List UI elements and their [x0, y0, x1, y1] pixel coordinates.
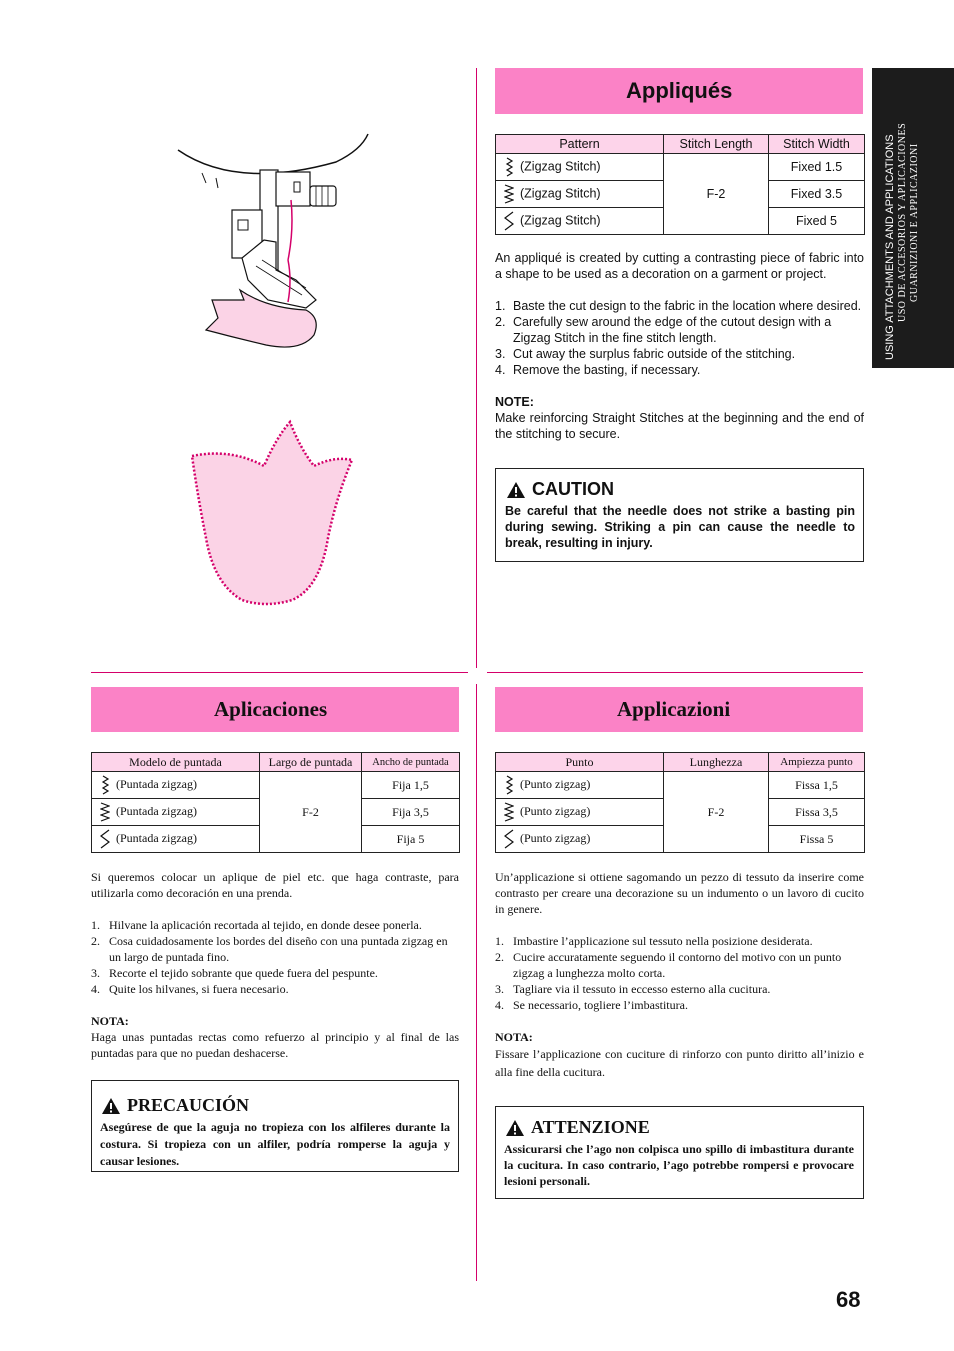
stitch-width-value: Fija 3,5: [362, 799, 460, 826]
note-text: Fissare l’applicazione con cuciture di rinforzo con punto diritto all’inizio e alla fine della cucitura.: [495, 1047, 864, 1079]
col-header-pattern: Punto: [496, 753, 664, 772]
intro-paragraph: An appliqué is created by cutting a contrasting piece of fabric into a shape to be used as a decoration on a garment or project.: [495, 251, 864, 281]
caution-title: ATTENZIONE: [531, 1117, 650, 1137]
col-header-length: Stitch Length: [664, 135, 769, 154]
list-item: 2. Cucire accuratamente seguendo il contorno del motivo con un punto zigzag a lunghezza molto corta.: [495, 950, 842, 980]
col-header-width: Ampiezza punto: [769, 753, 865, 772]
note-label: NOTA:: [495, 1030, 533, 1044]
stitch-length-value: F-2: [664, 772, 769, 853]
table-header-row: [496, 753, 865, 772]
side-tab-line-1: USING ATTACHMENTS AND APPLICATIONS: [884, 134, 896, 360]
col-header-width: Stitch Width: [769, 135, 865, 154]
warning-icon: [101, 1097, 121, 1115]
presser-foot-illustration: [176, 130, 376, 355]
tulip-applique-illustration: [186, 418, 358, 610]
column-divider-bottom: [476, 684, 477, 1281]
steps-list: [495, 933, 864, 1013]
pattern-name: (Punto zigzag): [520, 803, 591, 818]
title-es: Aplicaciones: [214, 697, 328, 721]
side-tab-line-2: USO DE ACCESORIOS Y APLICACIONES: [897, 122, 908, 322]
zigzag-stitch-icon: [504, 802, 514, 822]
col-header-length: Lunghezza: [664, 753, 769, 772]
col-header-width: Ancho de puntada: [362, 753, 460, 772]
title-banner-en: [495, 68, 863, 114]
list-item: 4. Remove the basting, if necessary.: [495, 363, 701, 377]
zigzag-stitch-icon: [100, 802, 110, 822]
body-text-es: [91, 869, 459, 1061]
stitch-width-value: Fissa 5: [769, 826, 865, 853]
list-item: 1. Hilvane la aplicación recortada al tejido, en donde desee ponerla.: [91, 918, 422, 932]
col-header-pattern: Pattern: [496, 135, 664, 154]
pattern-name: (Puntada zigzag): [116, 830, 197, 845]
caution-title: CAUTION: [532, 479, 614, 499]
table-header-row: [92, 753, 460, 772]
note-text: Make reinforcing Straight Stitches at the beginning and the end of the stitching to secure.: [495, 411, 864, 441]
caution-text: Be careful that the needle does not strike a basting pin during sewing. Striking a pin can cause the needle to break, resulting in injury.: [505, 504, 855, 550]
zigzag-stitch-icon: [100, 829, 110, 849]
section-rule-left: [91, 672, 468, 673]
table-row: [496, 154, 865, 181]
chapter-side-tab: [872, 68, 954, 368]
pattern-name: (Punto zigzag): [520, 830, 591, 845]
zigzag-stitch-icon: [504, 775, 514, 795]
pattern-name: (Zigzag Stitch): [520, 159, 601, 174]
zigzag-stitch-icon: [504, 829, 514, 849]
caution-box-en: [495, 468, 864, 562]
body-text-it: [495, 869, 864, 1081]
stitch-width-value: Fija 5: [362, 826, 460, 853]
list-item: 4. Se necessario, togliere l’imbastitura.: [495, 998, 688, 1012]
stitch-width-value: Fixed 3.5: [769, 181, 865, 208]
zigzag-stitch-icon: [504, 211, 514, 231]
list-item: 3. Tagliare via il tessuto in eccesso esterno alla cucitura.: [495, 982, 771, 996]
zigzag-stitch-icon: [504, 184, 514, 204]
note-text: Haga unas puntadas rectas como refuerzo al principio y al final de las puntadas para que no puedan deshacerse.: [91, 1030, 459, 1060]
stitch-table-en: [495, 134, 865, 235]
column-divider-top: [476, 68, 477, 668]
pattern-name: (Puntada zigzag): [116, 776, 197, 791]
list-item: 3. Cut away the surplus fabric outside of the stitching.: [495, 347, 796, 361]
side-tab-line-3: GUARNIZIONI E APPLICAZIONI: [909, 143, 920, 302]
stitch-table-es: [91, 752, 460, 853]
caution-box-it: [495, 1106, 864, 1199]
pattern-name: (Zigzag Stitch): [520, 213, 601, 228]
zigzag-stitch-icon: [504, 157, 514, 177]
pattern-name: (Zigzag Stitch): [520, 186, 601, 201]
stitch-width-value: Fissa 1,5: [769, 772, 865, 799]
caution-text: Asegúrese de que la aguja no tropieza con los alfileres durante la costura. Si tropieza con un alfiler, podría romperse la aguja y causar lesiones.: [100, 1120, 450, 1168]
note-label: NOTA:: [91, 1014, 129, 1028]
pattern-name: (Punto zigzag): [520, 776, 591, 791]
title-it: Applicazioni: [617, 697, 731, 721]
steps-list: [495, 298, 864, 378]
col-header-length: Largo de puntada: [260, 753, 362, 772]
stitch-width-value: Fixed 1.5: [769, 154, 865, 181]
stitch-width-value: Fixed 5: [769, 208, 865, 235]
title-en: Appliqués: [626, 78, 733, 103]
list-item: 3. Recorte el tejido sobrante que quede fuera del pespunte.: [91, 966, 378, 980]
list-item: 1. Baste the cut design to the fabric in the location where desired.: [495, 299, 862, 313]
list-item: 1. Imbastire l’applicazione sul tessuto nella posizione desiderata.: [495, 934, 813, 948]
caution-box-es: [91, 1080, 459, 1172]
section-rule-right: [487, 672, 863, 673]
stitch-width-value: Fija 1,5: [362, 772, 460, 799]
stitch-length-value: F-2: [260, 772, 362, 853]
note-label: NOTE:: [495, 395, 534, 409]
intro-paragraph: Un’applicazione si ottiene sagomando un pezzo di tessuto da inserire come contrasto per creare una decorazione su un indumento o un lavoro di cucito in genere.: [495, 870, 864, 916]
pattern-name: (Puntada zigzag): [116, 803, 197, 818]
table-header-row: [496, 135, 865, 154]
table-row: [496, 772, 865, 799]
stitch-length-value: F-2: [664, 154, 769, 235]
stitch-table-it: [495, 752, 865, 853]
warning-icon: [505, 1119, 525, 1137]
body-text-en: [495, 250, 864, 442]
caution-title: PRECAUCIÓN: [127, 1095, 250, 1115]
list-item: 4. Quite los hilvanes, si fuera necesario.: [91, 982, 289, 996]
stitch-width-value: Fissa 3,5: [769, 799, 865, 826]
list-item: 2. Cosa cuidadosamente los bordes del diseño con una puntada zigzag en un largo de puntada fino.: [91, 934, 448, 964]
list-item: 2. Carefully sew around the edge of the cutout design with a Zigzag Stitch in the fine stitch length.: [495, 315, 832, 345]
steps-list: [91, 917, 459, 997]
warning-icon: [506, 481, 526, 499]
zigzag-stitch-icon: [100, 775, 110, 795]
table-row: [92, 772, 460, 799]
intro-paragraph: Si queremos colocar un aplique de piel etc. que haga contraste, para utilizarla como decoración en una prenda.: [91, 870, 459, 900]
page-number: 68: [836, 1287, 861, 1312]
title-banner-es: [91, 687, 459, 732]
title-banner-it: [495, 687, 863, 732]
col-header-pattern: Modelo de puntada: [92, 753, 260, 772]
caution-text: Assicurarsi che l’ago non colpisca uno spillo di imbastitura durante la cucitura. In caso contrario, l’ago potrebbe rompersi e provocare lesioni personali.: [504, 1142, 854, 1188]
